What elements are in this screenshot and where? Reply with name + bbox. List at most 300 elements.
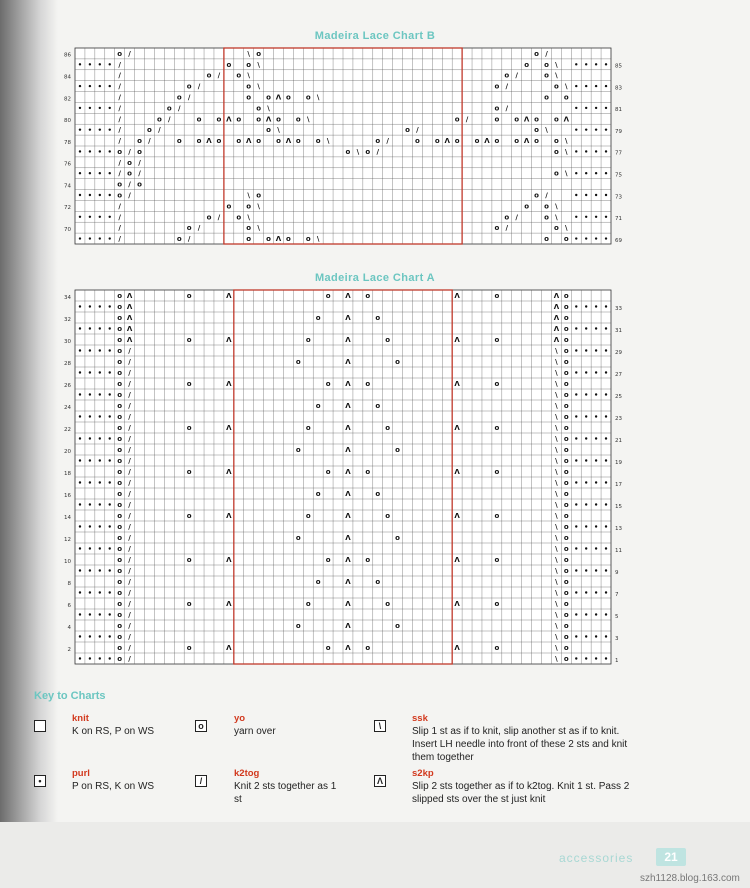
chart-b-stitch-symbol: o	[236, 115, 242, 124]
chart-a-purl-mark	[595, 305, 597, 307]
chart-a-purl-mark	[99, 327, 101, 329]
chart-b-stitch-symbol: \	[545, 126, 548, 135]
chart-a-stitch-symbol: \	[555, 501, 558, 509]
chart-a-stitch-symbol: /	[128, 424, 131, 432]
chart-b-stitch-symbol: /	[545, 49, 548, 58]
chart-a-stitch-symbol: Λ	[226, 292, 232, 300]
chart-b-purl-mark	[109, 216, 111, 218]
ssk-symbol-icon: \	[374, 720, 386, 732]
chart-b-stitch-symbol: o	[544, 71, 549, 80]
chart-a-stitch-symbol: o	[375, 490, 381, 498]
chart-b-stitch-symbol: o	[137, 137, 142, 146]
section-label: accessories	[559, 851, 634, 865]
chart-a-stitch-symbol: /	[128, 391, 131, 399]
chart-b-stitch-symbol: o	[156, 115, 162, 124]
chart-a-stitch-symbol: Λ	[345, 446, 351, 454]
chart-b-stitch-symbol: o	[196, 115, 202, 124]
chart-a-stitch-symbol: o	[395, 534, 400, 542]
chart-a-purl-mark	[109, 481, 111, 483]
chart-a-stitch-symbol: o	[563, 413, 569, 421]
chart-a-stitch-symbol: Λ	[126, 303, 133, 311]
chart-a-stitch-symbol: \	[555, 578, 558, 586]
chart-a-stitch-symbol: Λ	[553, 336, 560, 344]
chart-b-stitch-symbol: \	[316, 93, 320, 102]
chart-a-stitch-symbol: o	[186, 380, 192, 388]
chart-a-stitch-symbol: Λ	[126, 292, 133, 300]
chart-a-purl-mark	[79, 481, 81, 483]
chart-a-purl-mark	[99, 305, 101, 307]
chart-a-stitch-symbol: Λ	[345, 512, 351, 520]
chart-a-purl-mark	[79, 349, 81, 351]
chart-a-stitch-symbol: \	[555, 347, 558, 355]
footer-band	[0, 822, 750, 888]
chart-a-stitch-symbol: o	[365, 468, 371, 476]
chart-a-stitch-symbol: \	[555, 457, 558, 465]
chart-a-stitch-symbol: o	[117, 578, 123, 586]
chart-a-stitch-symbol: \	[555, 567, 558, 575]
chart-a-purl-mark	[575, 327, 577, 329]
chart-a-row-number: 2	[67, 646, 71, 653]
chart-b-stitch-symbol: o	[266, 93, 271, 102]
chart-b-stitch-symbol: /	[118, 158, 121, 167]
chart-b-stitch-symbol: /	[217, 213, 221, 222]
chart-a-stitch-symbol: o	[563, 655, 569, 663]
chart-a-purl-mark	[595, 657, 597, 659]
key-desc-knit: K on RS, P on WS	[72, 726, 155, 737]
key-item-yo	[234, 712, 354, 738]
chart-b-stitch-symbol: o	[524, 60, 530, 69]
chart-a-purl-mark	[605, 503, 607, 505]
chart-a-purl-mark	[109, 525, 111, 527]
chart-a-stitch-symbol: o	[117, 501, 123, 509]
chart-a-purl-mark	[109, 371, 111, 373]
chart-a-stitch-symbol: o	[315, 314, 321, 322]
chart-a-row-number: 13	[615, 525, 622, 532]
chart-a-purl-mark	[585, 459, 587, 461]
chart-b-purl-mark	[605, 194, 607, 196]
chart-a-purl-mark	[595, 503, 597, 505]
chart-b-stitch-symbol: Λ	[523, 137, 530, 146]
chart-a-purl-mark	[575, 393, 577, 395]
chart-b-stitch-symbol: o	[166, 104, 172, 113]
chart-a-stitch-symbol: o	[305, 600, 311, 608]
chart-b-stitch-symbol: o	[276, 115, 281, 124]
chart-a-purl-mark	[585, 657, 587, 659]
chart-a-purl-mark	[595, 349, 597, 351]
key-item-purl	[72, 767, 182, 793]
chart-a-stitch-symbol: Λ	[454, 512, 460, 520]
chart-a-purl-mark	[99, 525, 101, 527]
chart-b-stitch-symbol: o	[236, 213, 242, 222]
chart-a-purl-mark	[575, 481, 577, 483]
chart-a-purl-mark	[605, 569, 607, 571]
chart-b-stitch-symbol: /	[118, 137, 121, 146]
chart-a-stitch-symbol: o	[494, 292, 500, 300]
chart-a-stitch-symbol: o	[117, 600, 123, 608]
chart-b-stitch-symbol: \	[555, 202, 558, 211]
chart-b-purl-mark	[79, 107, 81, 109]
chart-b-stitch-symbol: /	[118, 115, 121, 124]
chart-a-purl-mark	[585, 437, 587, 439]
chart-a-purl-mark	[595, 613, 597, 615]
purl-symbol-icon: •	[34, 775, 46, 787]
chart-b-purl-mark	[99, 216, 101, 218]
chart-a-purl-mark	[89, 591, 91, 593]
chart-b-stitch-symbol: \	[555, 71, 558, 80]
chart-a-stitch-symbol: o	[117, 567, 123, 575]
chart-b-stitch-symbol: o	[176, 137, 182, 146]
chart-a-purl-mark	[89, 371, 91, 373]
chart-b-purl-mark	[79, 128, 81, 130]
chart-a-purl-mark	[109, 415, 111, 417]
chart-a-stitch-symbol: o	[563, 622, 569, 630]
chart-a-stitch-symbol: o	[117, 655, 123, 663]
chart-b-stitch-symbol: /	[118, 169, 121, 178]
chart-a-stitch-symbol: Λ	[454, 644, 460, 652]
chart-a-row-number: 24	[64, 404, 71, 411]
chart-a-stitch-symbol: o	[186, 424, 192, 432]
chart-a-stitch-symbol: o	[494, 468, 500, 476]
chart-b-purl-mark	[605, 63, 607, 65]
chart-a-purl-mark	[79, 657, 81, 659]
chart-a-row-number: 14	[64, 514, 71, 521]
chart-a-stitch-symbol: /	[128, 490, 131, 498]
chart-b-purl-mark	[585, 237, 587, 239]
chart-a-row-number: 8	[67, 580, 71, 587]
chart-b-stitch-symbol: /	[128, 49, 131, 58]
key-name-k2tog: k2tog	[234, 768, 260, 779]
chart-b-stitch-symbol: \	[565, 82, 568, 91]
chart-b-stitch-symbol: o	[206, 71, 212, 80]
chart-a-title: Madeira Lace Chart A	[314, 272, 436, 284]
chart-a-stitch-symbol: o	[186, 600, 192, 608]
chart-a-purl-mark	[605, 327, 607, 329]
chart-a-purl-mark	[89, 327, 91, 329]
chart-a-stitch-symbol: \	[555, 644, 558, 652]
chart-b-stitch-symbol: o	[246, 235, 252, 244]
chart-b-stitch-symbol: o	[514, 137, 520, 146]
chart-b-purl-mark	[575, 216, 577, 218]
chart-a-purl-mark	[595, 547, 597, 549]
chart-b-stitch-symbol: o	[315, 137, 321, 146]
chart-a-stitch-symbol: o	[117, 325, 123, 333]
chart-b-stitch-symbol: /	[118, 104, 121, 113]
chart-a-stitch-symbol: o	[117, 358, 123, 366]
chart-b-purl-mark	[79, 172, 81, 174]
chart-b-stitch-symbol: \	[247, 213, 250, 222]
chart-b-stitch-symbol: \	[257, 60, 260, 69]
chart-a-stitch-symbol: /	[128, 600, 131, 608]
chart-b-stitch-symbol: o	[256, 115, 262, 124]
chart-a-stitch-symbol: o	[375, 314, 381, 322]
chart-b-purl-mark	[575, 128, 577, 130]
chart-a-purl-mark	[99, 503, 101, 505]
key-desc-k2tog: Knit 2 sts together as 1 st	[234, 781, 337, 805]
chart-b-row-number: 69	[615, 237, 622, 244]
chart-a-stitch-symbol: /	[128, 545, 131, 553]
chart-a-stitch-symbol: o	[315, 490, 321, 498]
chart-a-stitch-symbol: /	[128, 369, 131, 377]
chart-b-purl-mark	[595, 172, 597, 174]
chart-b-row-number: 81	[615, 107, 622, 114]
chart-a-purl-mark	[585, 481, 587, 483]
chart-b-row-number: 72	[64, 205, 71, 212]
chart-a-purl-mark	[595, 591, 597, 593]
chart-a-stitch-symbol: o	[563, 424, 569, 432]
chart-a-purl-mark	[89, 613, 91, 615]
chart-a-purl-mark	[109, 349, 111, 351]
chart-a-purl-mark	[585, 371, 587, 373]
chart-a-purl-mark	[89, 525, 91, 527]
chart-a-stitch-symbol: \	[555, 523, 558, 531]
chart-a-stitch-symbol: o	[385, 600, 391, 608]
chart-a-purl-mark	[79, 393, 81, 395]
chart-a-purl-mark	[99, 547, 101, 549]
chart-a-purl-mark	[575, 613, 577, 615]
chart-a-stitch-symbol: /	[128, 413, 131, 421]
chart-a-purl-mark	[605, 349, 607, 351]
chart-a-purl-mark	[99, 371, 101, 373]
chart-b-stitch-symbol: o	[176, 93, 182, 102]
chart-a-stitch-symbol: o	[315, 402, 321, 410]
chart-a-stitch-symbol: o	[365, 292, 371, 300]
chart-a-stitch-symbol: o	[385, 336, 391, 344]
chart-a-purl-mark	[79, 327, 81, 329]
chart-a-stitch-symbol: o	[117, 611, 123, 619]
chart-a-stitch-symbol: Λ	[226, 468, 232, 476]
chart-a-purl-mark	[79, 525, 81, 527]
chart-b-stitch-symbol: o	[534, 49, 539, 58]
chart-a-stitch-symbol: \	[555, 402, 558, 410]
chart-a-purl-mark	[89, 547, 91, 549]
chart-a-stitch-symbol: \	[555, 611, 558, 619]
chart-b-purl-mark	[605, 107, 607, 109]
chart-b-stitch-symbol: o	[504, 213, 510, 222]
chart-b-stitch-symbol: Λ	[275, 93, 282, 102]
chart-a-stitch-symbol: /	[128, 633, 131, 641]
chart-b-stitch-symbol: /	[118, 60, 121, 69]
chart-a-purl-mark	[109, 327, 111, 329]
chart-b-stitch-symbol: o	[127, 169, 132, 178]
chart-b-stitch-symbol: o	[117, 147, 123, 156]
chart-b-purl-mark	[109, 107, 111, 109]
chart-a-stitch-symbol: o	[365, 380, 371, 388]
chart-b-stitch-symbol: Λ	[285, 137, 292, 146]
chart-a-stitch-symbol: o	[563, 545, 569, 553]
chart-a-stitch-symbol: o	[563, 314, 569, 322]
chart-a-purl-mark	[79, 547, 81, 549]
chart-b-purl-mark	[109, 63, 111, 65]
chart-a-purl-mark	[575, 371, 577, 373]
chart-b-stitch-symbol: o	[554, 82, 559, 91]
chart-b-stitch-symbol: /	[386, 137, 389, 146]
chart-a-row-number: 6	[67, 602, 71, 609]
chart-b-row-number: 85	[615, 63, 622, 70]
chart-b-stitch-symbol: o	[375, 137, 381, 146]
chart-a-stitch-symbol: o	[563, 611, 569, 619]
chart-b-purl-mark	[575, 172, 577, 174]
chart-b-stitch-symbol: /	[128, 191, 131, 200]
chart-a-stitch-symbol: o	[563, 523, 569, 531]
chart-b-stitch-symbol: o	[365, 147, 371, 156]
chart-a-stitch-symbol: o	[494, 600, 500, 608]
page-number: 21	[656, 848, 686, 866]
chart-a-stitch-symbol: Λ	[126, 336, 133, 344]
chart-b-stitch-symbol: /	[128, 180, 131, 189]
chart-b-stitch-symbol: Λ	[226, 115, 232, 124]
chart-b-stitch-symbol: \	[356, 147, 360, 156]
chart-a-stitch-symbol: o	[117, 479, 123, 487]
chart-a-stitch-symbol: o	[563, 644, 569, 652]
chart-a-stitch-symbol: Λ	[345, 380, 351, 388]
chart-a-purl-mark	[605, 657, 607, 659]
chart-a-stitch-symbol: o	[117, 545, 123, 553]
chart-b-purl-mark	[89, 216, 91, 218]
chart-b-stitch-symbol: \	[277, 126, 280, 135]
chart-b-stitch-symbol: /	[118, 202, 121, 211]
chart-a-stitch-symbol: o	[563, 347, 569, 355]
chart-a-purl-mark	[79, 415, 81, 417]
chart-b-purl-mark	[605, 85, 607, 87]
chart-a-stitch-symbol: o	[325, 644, 331, 652]
chart-a-purl-mark	[109, 591, 111, 593]
chart-a-purl-mark	[99, 481, 101, 483]
chart-a-stitch-symbol: o	[305, 512, 311, 520]
chart-b-purl-mark	[575, 150, 577, 152]
chart-a-stitch-symbol: /	[128, 534, 131, 542]
chart-b-stitch-symbol: o	[117, 49, 123, 58]
chart-a-stitch-symbol: o	[315, 578, 321, 586]
chart-a-purl-mark	[99, 393, 101, 395]
chart-b-stitch-symbol: o	[216, 137, 222, 146]
chart-a-stitch-symbol: \	[555, 446, 558, 454]
chart-b-stitch-symbol: o	[554, 147, 559, 156]
chart-b-stitch-symbol: /	[138, 169, 141, 178]
chart-a-stitch-symbol: /	[128, 468, 131, 476]
chart-a-stitch-symbol: o	[325, 556, 331, 564]
key-title: Key to Charts	[34, 690, 106, 702]
chart-a-stitch-symbol: \	[555, 358, 558, 366]
chart-a-purl-mark	[605, 437, 607, 439]
chart-b-stitch-symbol: o	[524, 202, 530, 211]
chart-a-stitch-symbol: \	[555, 512, 558, 520]
chart-b-stitch-symbol: Λ	[523, 115, 530, 124]
chart-a-stitch-symbol: Λ	[126, 325, 133, 333]
chart-a-stitch-symbol: /	[128, 512, 131, 520]
chart-a-purl-mark	[575, 635, 577, 637]
chart-a-purl-mark	[595, 481, 597, 483]
chart-a-stitch-symbol: \	[555, 534, 558, 542]
chart-a-stitch-symbol: Λ	[345, 314, 351, 322]
chart-a-purl-mark	[575, 503, 577, 505]
chart-a-purl-mark	[99, 459, 101, 461]
chart-b-stitch-symbol: Λ	[484, 137, 490, 146]
chart-a-stitch-symbol: o	[117, 589, 123, 597]
chart-a-stitch-symbol: Λ	[226, 512, 232, 520]
chart-a-stitch-symbol: o	[494, 336, 500, 344]
chart-b-stitch-symbol: o	[266, 126, 271, 135]
chart-a-stitch-symbol: Λ	[345, 424, 351, 432]
chart-a-purl-mark	[99, 437, 101, 439]
chart-b-stitch-symbol: \	[565, 169, 568, 178]
chart-b-stitch-symbol: o	[504, 71, 510, 80]
chart-a-stitch-symbol: /	[128, 644, 131, 652]
key-desc-ssk: Slip 1 st as if to knit, slip another st as if to knit. Insert LH needle into front of these 2 sts and knit them together	[412, 726, 628, 763]
chart-a-purl-mark	[605, 525, 607, 527]
chart-b-purl-mark	[595, 63, 597, 65]
chart-b-purl-mark	[605, 150, 607, 152]
chart-b-stitch-symbol: /	[118, 126, 121, 135]
chart-b-stitch-symbol: o	[454, 137, 460, 146]
chart-b-stitch-symbol: o	[305, 235, 311, 244]
chart-b-stitch-symbol: /	[118, 93, 121, 102]
chart-a-stitch-symbol: Λ	[226, 644, 232, 652]
chart-a-purl-mark	[595, 393, 597, 395]
chart-a-stitch-symbol: o	[186, 644, 192, 652]
chart-b-stitch-symbol: \	[565, 137, 568, 146]
chart-a-purl-mark	[585, 503, 587, 505]
chart-b-stitch-symbol: o	[295, 115, 301, 124]
chart-a-stitch-symbol: o	[494, 380, 500, 388]
chart-a-stitch-symbol: o	[117, 413, 123, 421]
chart-a-stitch-symbol: o	[563, 325, 569, 333]
chart-b-stitch-symbol: o	[474, 137, 480, 146]
chart-b-row-number: 86	[64, 52, 71, 59]
chart-a-purl-mark	[595, 415, 597, 417]
chart-a-stitch-symbol: Λ	[226, 336, 232, 344]
chart-a-stitch-symbol: o	[563, 336, 569, 344]
key-desc-s2kp: Slip 2 sts together as if to k2tog. Knit 1 st. Pass 2 slipped sts over the st just knit	[412, 781, 630, 805]
chart-a-purl-mark	[605, 393, 607, 395]
chart-a-row-number: 4	[67, 624, 71, 631]
chart-b-stitch-symbol: /	[505, 82, 509, 91]
chart-a-stitch-symbol: \	[555, 556, 558, 564]
chart-b-purl-mark	[605, 237, 607, 239]
chart-b-purl-mark	[79, 63, 81, 65]
chart-b-stitch-symbol: \	[247, 191, 250, 200]
chart-b-purl-mark	[585, 150, 587, 152]
chart-a-stitch-symbol: o	[295, 622, 301, 630]
chart-a-stitch-symbol: o	[305, 424, 311, 432]
chart-a-stitch-symbol: /	[128, 402, 131, 410]
chart-b-title: Madeira Lace Chart B	[314, 30, 436, 42]
chart-b-stitch-symbol: o	[534, 137, 539, 146]
chart-a-stitch-symbol: o	[563, 600, 569, 608]
chart-b-stitch-symbol: o	[494, 104, 500, 113]
chart-a-stitch-symbol: o	[563, 479, 569, 487]
chart-b-stitch-symbol: o	[295, 137, 301, 146]
chart-a-stitch-symbol: Λ	[345, 358, 351, 366]
chart-a-purl-mark	[605, 371, 607, 373]
key-name-knit: knit	[72, 713, 89, 724]
chart-a-stitch-symbol: /	[128, 578, 131, 586]
chart-b-stitch-symbol: o	[544, 202, 549, 211]
chart-a-purl-mark	[575, 349, 577, 351]
chart-b-stitch-symbol: \	[247, 49, 250, 58]
chart-b-purl-mark	[79, 150, 81, 152]
chart-a-stitch-symbol: \	[555, 490, 558, 498]
chart-b-stitch-symbol: o	[216, 115, 222, 124]
chart-a-stitch-symbol: o	[563, 490, 569, 498]
chart-b-stitch-symbol: o	[137, 180, 142, 189]
chart-a-stitch-symbol: \	[555, 545, 558, 553]
chart-b-stitch-symbol: o	[494, 137, 500, 146]
chart-b-stitch-symbol: o	[544, 235, 549, 244]
chart-a-purl-mark	[89, 569, 91, 571]
chart-b-stitch-symbol: /	[118, 235, 121, 244]
chart-b-purl-mark	[99, 85, 101, 87]
chart-a-row-number: 15	[615, 503, 622, 510]
